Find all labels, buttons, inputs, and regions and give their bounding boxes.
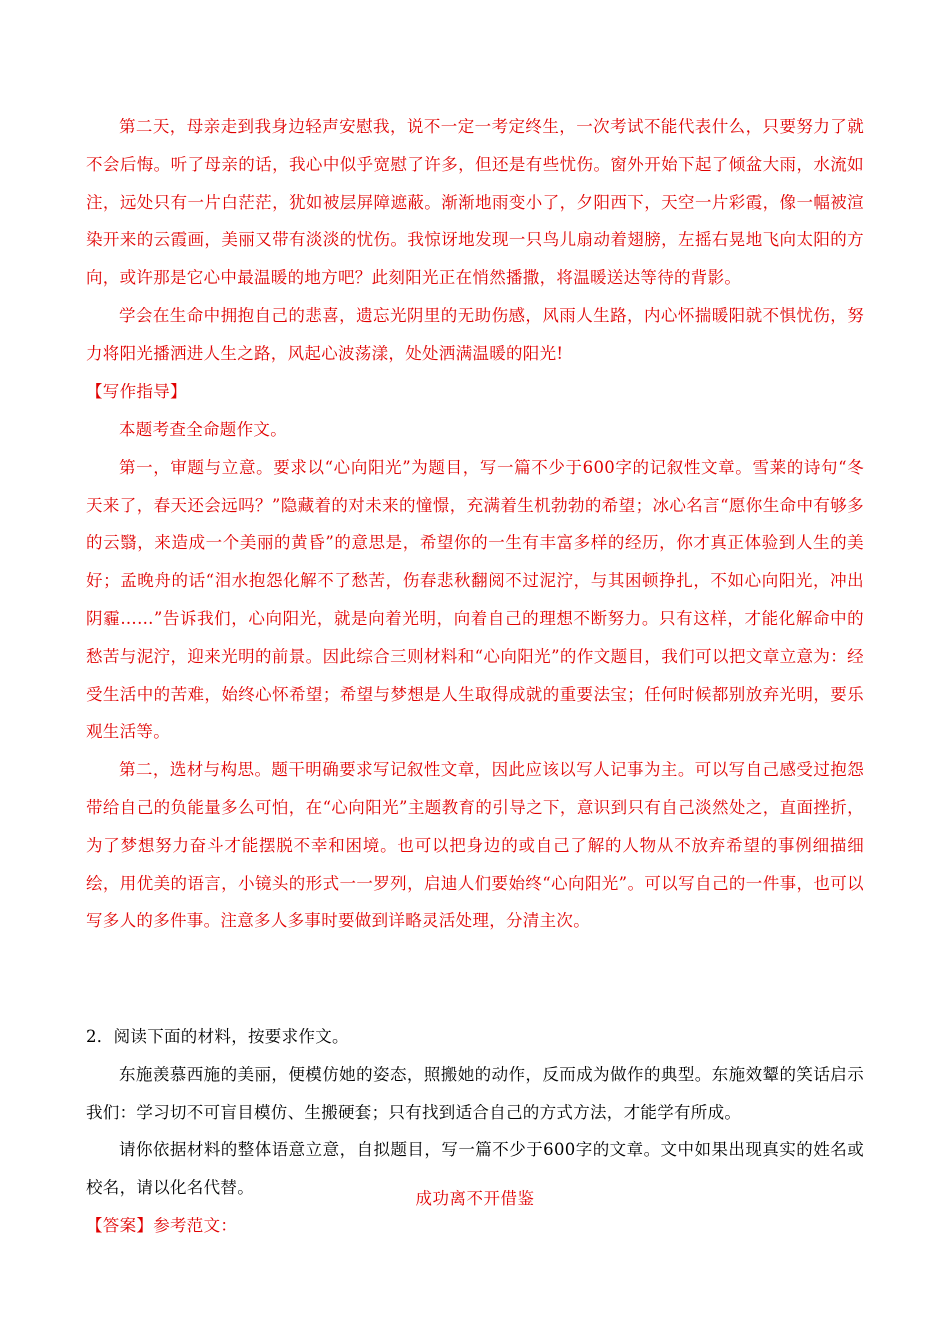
- answer-label: 【答案】: [86, 1215, 154, 1235]
- essay-paragraph-1: 第二天，母亲走到我身边轻声安慰我，说不一定一考定终生，一次考试不能代表什么，只要努力了就不会后悔。听了母亲的话，我心中似乎宽慰了许多，但还是有些忧伤。窗外开始下起了倾盆大雨，水流如注，远处只有一片白茫茫，犹如被层屏障遮蔽。渐渐地雨变小了，夕阳西下，天空一片彩霞，像一幅被渲染开来的云霞画，美丽又带有淡淡的忧伤。我惊讶地发现一只鸟儿扇动着翅膀，左摇右晃地飞向太阳的方向，或许那是它心中最温暖的地方吧？此刻阳光正在悄然播撒，将温暖送达等待的背影。: [86, 117, 864, 288]
- question-2-instruction: 请你依据材料的整体语意立意，自拟题目，写一篇不少于600字的文章。文中如果出现真实的姓名或校名，请以化名代替。: [86, 1140, 864, 1198]
- essay-paragraph-2: 学会在生命中拥抱自己的悲喜，遗忘光阴里的无助伤感，风雨人生路，内心怀揣暖阳就不惧忧伤，努力将阳光播洒进人生之路，风起心波荡漾，处处洒满温暖的阳光!: [86, 305, 864, 363]
- guide-intro: 本题考查全命题作文。: [119, 420, 287, 439]
- guide-point-1: 第一，审题与立意。要求以“心向阳光”为题目，写一篇不少于600字的记叙性文章。雪莱的诗句“冬天来了，春天还会远吗？”隐藏着的对未来的憧憬，充满着生机勃勃的希望；冰心名言“愿你生命中有够多的云翳，来造成一个美丽的黄昏”的意思是，希望你的一生有丰富多样的经历，你才真正体验到人生的美好；孟晚舟的话“泪水抱怨化解不了愁苦，伤春悲秋翻阅不过泥泞，与其困顿挣扎，不如心向阳光，冲出阴霾……”告诉我们，心向阳光，就是向着光明，向着自己的理想不断努力。只有这样，才能化解命中的愁苦与泥泞，迎来光明的前景。因此综合三则材料和“心向阳光”的作文题目，我们可以把文章立意为：经受生活中的苦难，始终心怀希望；希望与梦想是人生取得成就的重要法宝；任何时候都别放弃光明，要乐观生活等。: [86, 457, 864, 742]
- guide-point-2: 第二，选材与构思。题干明确要求写记叙性文章，因此应该以写人记事为主。可以写自己感受过抱怨带给自己的负能量多么可怕，在“心向阳光”主题教育的引导之下，意识到只有自己淡然处之，直面挫折，为了梦想努力奋斗才能摆脱不幸和困境。也可以把身边的或自己了解的人物从不放弃希望的事例细描细绘，用优美的语言，小镜头的形式一一罗列，启迪人们要始终“心向阳光”。可以写自己的一件事，也可以写多人的多件事。注意多人多事时要做到详略灵活处理，分清主次。: [86, 760, 864, 931]
- question-2-material: 东施羡慕西施的美丽，便模仿她的姿态，照搬她的动作，反而成为做作的典型。东施效颦的笑话启示我们：学习切不可盲目模仿、生搬硬套；只有找到适合自己的方式方法，才能学有所成。: [86, 1064, 864, 1122]
- writing-guide-heading: 【写作指导】: [86, 382, 187, 401]
- sample-essay-title: 成功离不开借鉴: [415, 1189, 535, 1208]
- question-2-prompt: 2．阅读下面的材料，按要求作文。: [86, 1027, 349, 1046]
- essay-section: [86, 108, 864, 373]
- answer-text: 参考范文：: [153, 1215, 238, 1235]
- writing-guide-section: [86, 411, 864, 940]
